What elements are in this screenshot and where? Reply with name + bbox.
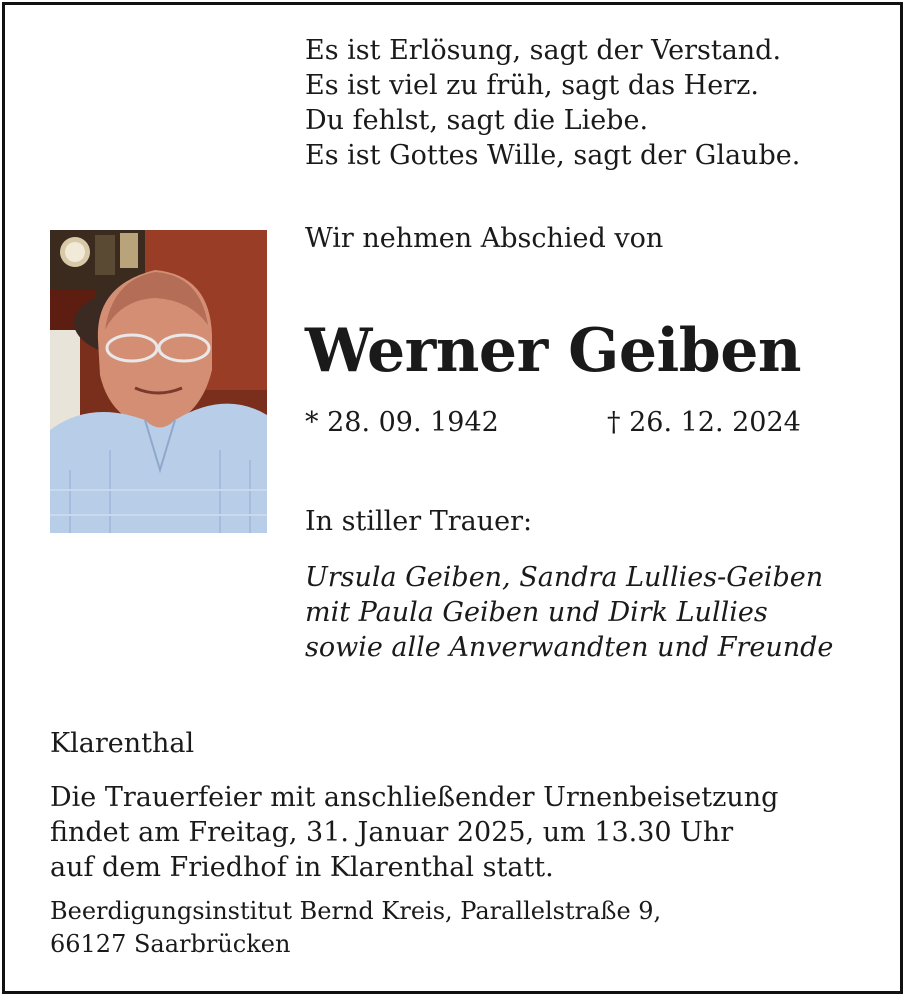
- deceased-name: Werner Geiben: [305, 316, 802, 386]
- poem: [305, 33, 800, 173]
- family-line: sowie alle Anverwandten und Freunde: [305, 632, 834, 663]
- portrait-photo-icon: [50, 230, 267, 533]
- place-name: Klarenthal: [50, 728, 195, 759]
- funeral-home-line: Beerdigungsinstitut Bernd Kreis, Parallelstraße 9,: [50, 897, 662, 925]
- funeral-home-info: [50, 895, 661, 961]
- ceremony-info: [50, 780, 778, 885]
- death-date: † 26. 12. 2024: [607, 407, 801, 438]
- poem-line: Es ist viel zu früh, sagt das Herz.: [305, 70, 759, 101]
- funeral-home-line: 66127 Saarbrücken: [50, 930, 291, 958]
- poem-line: Du fehlst, sagt die Liebe.: [305, 105, 649, 136]
- ceremony-line: Die Trauerfeier mit anschließender Urnenbeisetzung: [50, 782, 779, 813]
- poem-line: Es ist Gottes Wille, sagt der Glaube.: [305, 140, 801, 171]
- family-line: mit Paula Geiben und Dirk Lullies: [305, 597, 768, 628]
- ceremony-line: findet am Freitag, 31. Januar 2025, um 13.30 Uhr: [50, 817, 734, 848]
- farewell-intro: Wir nehmen Abschied von: [305, 223, 664, 254]
- portrait-photo: [50, 230, 267, 533]
- birth-date: * 28. 09. 1942: [305, 407, 499, 438]
- mourning-heading: In stiller Trauer:: [305, 506, 533, 537]
- family-line: Ursula Geiben, Sandra Lullies-Geiben: [305, 562, 824, 593]
- family-list: [305, 560, 833, 665]
- ceremony-line: auf dem Friedhof in Klarenthal statt.: [50, 852, 554, 883]
- poem-line: Es ist Erlösung, sagt der Verstand.: [305, 35, 782, 66]
